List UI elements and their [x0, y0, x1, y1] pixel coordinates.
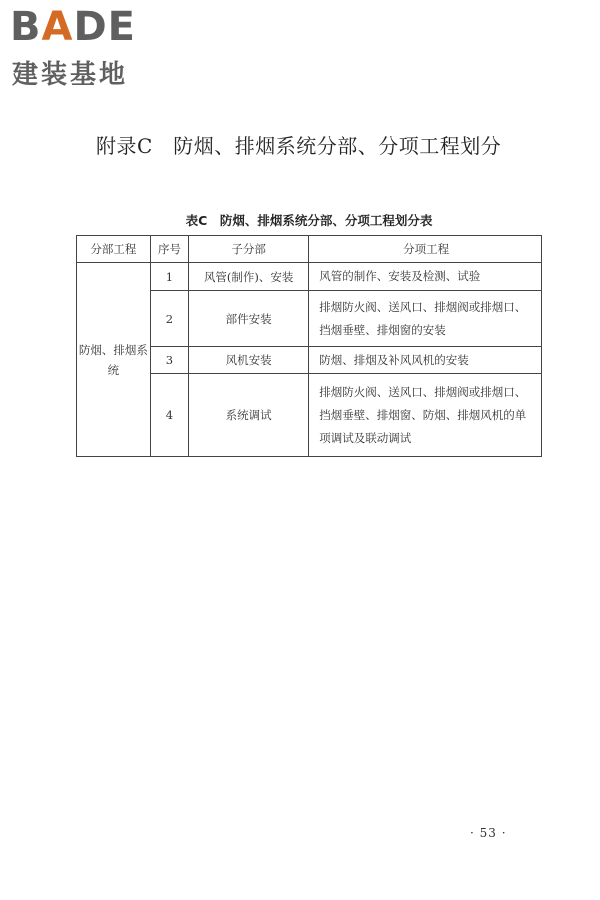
row-items: 排烟防火阀、送风口、排烟阀或排烟口、挡烟垂壁、排烟窗的安装: [309, 291, 542, 347]
row-number: 1: [150, 263, 188, 291]
table-caption: 表C 防烟、排烟系统分部、分项工程划分表: [185, 213, 433, 228]
table-header-row: [77, 236, 542, 263]
appendix-title: 附录C 防烟、排烟系统分部、分项工程划分: [96, 134, 502, 158]
logo-wordmark: BADE: [10, 4, 136, 50]
row-subdivision: 系统调试: [189, 374, 309, 457]
brand-logo: [8, 4, 178, 90]
header-division: 分部工程: [77, 236, 151, 263]
header-number: 序号: [150, 236, 188, 263]
header-items: 分项工程: [309, 236, 542, 263]
page-number: · 53 ·: [470, 826, 507, 840]
row-number: 3: [150, 347, 188, 374]
logo-subtitle: 建装基地: [12, 60, 129, 90]
row-items: 风管的制作、安装及检测、试验: [309, 263, 542, 291]
header-subdivision: 子分部: [189, 236, 309, 263]
row-subdivision: 风机安装: [189, 347, 309, 374]
division-table: [76, 235, 542, 457]
table-row: [77, 263, 542, 291]
row-subdivision: 风管(制作)、安装: [189, 263, 309, 291]
row-items: 排烟防火阀、送风口、排烟阀或排烟口、挡烟垂壁、排烟窗、防烟、排烟风机的单项调试及联动调试: [309, 374, 542, 457]
row-number: 2: [150, 291, 188, 347]
row-number: 4: [150, 374, 188, 457]
division-cell: 防烟、排烟系统: [77, 263, 151, 457]
row-items: 防烟、排烟及补风风机的安装: [309, 347, 542, 374]
row-subdivision: 部件安装: [189, 291, 309, 347]
